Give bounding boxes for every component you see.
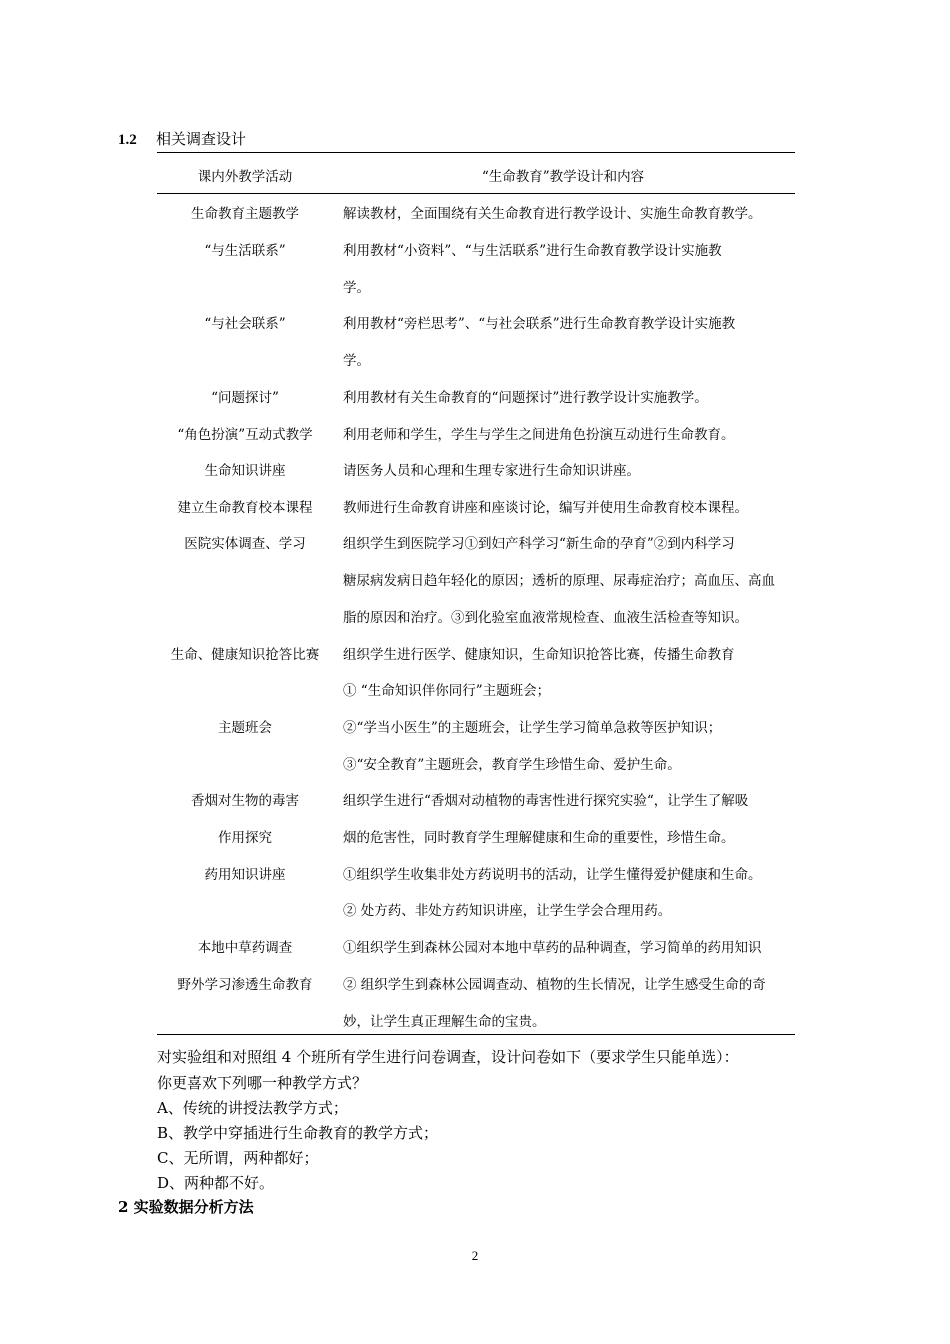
activity-cell: 野外学习渗透生命教育 xyxy=(177,977,313,993)
option-b: B、教学中穿插进行生命教育的教学方式； xyxy=(157,1124,439,1142)
section-heading xyxy=(118,128,246,149)
activity-cell: “与生活联系” xyxy=(204,243,286,259)
survey-intro: 对实验组和对照组 4 个班所有学生进行问卷调查，设计问卷如下（要求学生只能单选）： xyxy=(157,1048,739,1066)
section-2-heading: 2 实验数据分析方法 xyxy=(118,1198,254,1216)
section-title: 相关调查设计 xyxy=(156,130,247,148)
design-line: 组织学生到医院学习①到妇产科学习“新生命的孕育”②到内科学习 xyxy=(343,536,735,552)
design-line: 利用老师和学生，学生与学生之间进角色扮演互动进行生命教育。 xyxy=(343,427,735,443)
activity-cell: 药用知识讲座 xyxy=(204,867,286,883)
design-line: 妙，让学生真正理解生命的宝贵。 xyxy=(343,1014,546,1030)
activity-cell: 医院实体调查、学习 xyxy=(184,536,306,552)
design-line: 烟的危害性，同时教育学生理解健康和生命的重要性，珍惜生命。 xyxy=(343,830,735,846)
table-top-rule xyxy=(157,152,795,153)
activity-cell: 香烟对生物的毒害 xyxy=(191,793,299,809)
design-line: 教师进行生命教育讲座和座谈讨论，编写并使用生命教育校本课程。 xyxy=(343,500,748,516)
table-header-activities: 课内外教学活动 xyxy=(197,169,293,185)
table-header-rule xyxy=(157,193,795,194)
design-line: 学。 xyxy=(343,280,370,296)
design-line: 利用教材“小资料”、“与生活联系”进行生命教育教学设计实施教 xyxy=(343,243,722,259)
activity-cell: 生命知识讲座 xyxy=(204,463,286,479)
activity-cell: 本地中草药调查 xyxy=(197,940,293,956)
design-line: 糖尿病发病日趋年轻化的原因；透析的原理、尿毒症治疗；高血压、高血 xyxy=(343,573,775,589)
activity-cell: “与社会联系” xyxy=(204,316,286,332)
activity-cell: 生命、健康知识抢答比赛 xyxy=(170,647,320,663)
design-line: ② 组织学生到森林公园调查动、植物的生长情况，让学生感受生命的奇 xyxy=(343,977,766,993)
activity-cell: 作用探究 xyxy=(218,830,272,846)
design-line: ③“安全教育”主题班会，教育学生珍惜生命、爱护生命。 xyxy=(343,757,681,773)
option-a: A、传统的讲授法教学方式； xyxy=(157,1099,348,1117)
design-line: 请医务人员和心理和生理专家进行生命知识讲座。 xyxy=(343,463,640,479)
option-c: C、无所谓，两种都好； xyxy=(157,1149,319,1167)
design-line: ② 处方药、非处方药知识讲座，让学生学会合理用药。 xyxy=(343,903,672,919)
activity-cell: 生命教育主题教学 xyxy=(191,206,299,222)
design-line: 解读教材，全面围绕有关生命教育进行教学设计、实施生命教育教学。 xyxy=(343,206,762,222)
design-line: 利用教材“旁栏思考”、“与社会联系”进行生命教育教学设计实施教 xyxy=(343,316,736,332)
survey-question: 你更喜欢下列哪一种教学方式？ xyxy=(157,1074,368,1092)
table-bottom-rule xyxy=(157,1034,795,1035)
section-number: 1.2 xyxy=(118,132,137,148)
design-line: ①组织学生到森林公园对本地中草药的品种调查，学习简单的药用知识 xyxy=(343,940,762,956)
activity-cell: 主题班会 xyxy=(218,720,272,736)
table-header-design: “生命教育”教学设计和内容 xyxy=(481,169,645,185)
activity-cell: “问题探讨” xyxy=(211,390,279,406)
activity-cell: “角色扮演”互动式教学 xyxy=(177,427,313,443)
design-line: ①组织学生收集非处方药说明书的活动，让学生懂得爱护健康和生命。 xyxy=(343,867,762,883)
design-line: 学。 xyxy=(343,353,370,369)
option-d: D、两种都不好。 xyxy=(157,1174,275,1192)
design-line: 组织学生进行“香烟对动植物的毒害性进行探究实验“，让学生了解吸 xyxy=(343,793,749,809)
design-line: ②“学当小医生”的主题班会，让学生学习简单急救等医护知识； xyxy=(343,720,722,736)
design-line: 利用教材有关生命教育的“问题探讨”进行教学设计实施教学。 xyxy=(343,390,708,406)
design-line: ① “生命知识伴你同行”主题班会； xyxy=(343,683,551,699)
activity-cell: 建立生命教育校本课程 xyxy=(177,500,313,516)
design-line: 脂的原因和治疗。③到化验室血液常规检查、血液生活检查等知识。 xyxy=(343,610,748,626)
design-line: 组织学生进行医学、健康知识，生命知识抢答比赛，传播生命教育 xyxy=(343,647,735,663)
page-number: 2 xyxy=(471,1248,479,1263)
